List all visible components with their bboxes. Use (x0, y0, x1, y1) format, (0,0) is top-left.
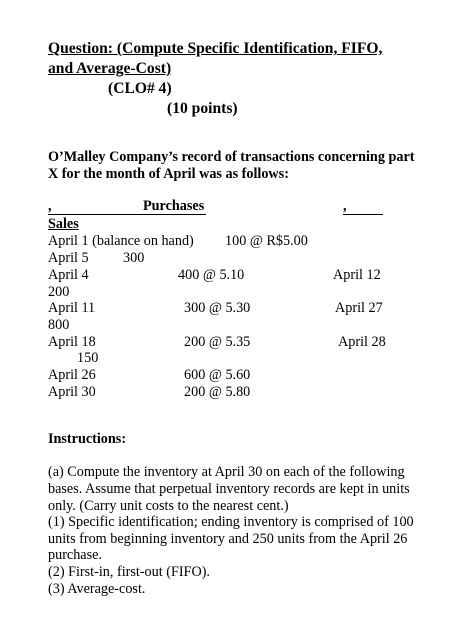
intro-line1: O’Malley Company’s record of transactions concerning part (48, 149, 415, 165)
table-row-date: April 4 (48, 267, 89, 283)
instructions-heading: Instructions: (48, 431, 127, 447)
table-row-date: April 5 (48, 250, 89, 266)
question-title-line2: and Average-Cost) (48, 60, 172, 77)
instruction-3: (3) Average-cost. (48, 581, 146, 597)
purchases-header (48, 199, 206, 215)
instruction-a-line3: only. (Carry unit costs to the nearest cent.) (48, 498, 289, 514)
instruction-a-line1: (a) Compute the inventory at April 30 on each of the following (48, 464, 405, 480)
table-row-sale-date: April 12 (333, 267, 381, 283)
header-lead-comma: , (48, 198, 52, 214)
table-row-purchase: 600 @ 5.60 (184, 367, 251, 383)
table-row-date: April 18 (48, 334, 96, 350)
table-row-purchase: 200 @ 5.35 (184, 334, 251, 350)
table-row-date: April 26 (48, 367, 96, 383)
table-row-sale-qty: 150 (77, 350, 99, 366)
header-comma-2: , (343, 199, 383, 215)
table-row-date: April 11 (48, 300, 96, 316)
table-row-purchase: 100 @ R$5.00 (225, 233, 308, 249)
table-row-purchase: 300 (123, 250, 145, 266)
table-row-purchase: 300 @ 5.30 (184, 300, 251, 316)
table-row-sale-qty: 200 (48, 284, 70, 300)
purchases-header-label: Purchases (143, 198, 205, 214)
table-row-date: April 1 (balance on hand) (48, 233, 194, 249)
table-row-sale-date: April 28 (338, 334, 386, 350)
instruction-1-line2: units from beginning inventory and 250 units from the April 26 (48, 531, 408, 547)
intro-line2: X for the month of April was as follows: (48, 166, 289, 182)
question-title-line1: Question: (Compute Specific Identification, FIFO, (48, 40, 383, 57)
table-row-purchase: 200 @ 5.80 (184, 384, 251, 400)
instruction-2: (2) First-in, first-out (FIFO). (48, 564, 210, 580)
instruction-1-line1: (1) Specific identification; ending inventory is comprised of 100 (48, 514, 414, 530)
clo-label: (CLO# 4) (108, 80, 172, 97)
table-row-purchase: 400 @ 5.10 (178, 267, 245, 283)
table-row-sale-date: April 27 (335, 300, 383, 316)
instruction-a-line2: bases. Assume that perpetual inventory records are kept in units (48, 481, 410, 497)
sales-header: Sales (48, 216, 79, 232)
points-label: (10 points) (167, 100, 238, 117)
instruction-1-line3: purchase. (48, 547, 102, 563)
table-row-sale-qty: 800 (48, 317, 70, 333)
table-row-date: April 30 (48, 384, 96, 400)
